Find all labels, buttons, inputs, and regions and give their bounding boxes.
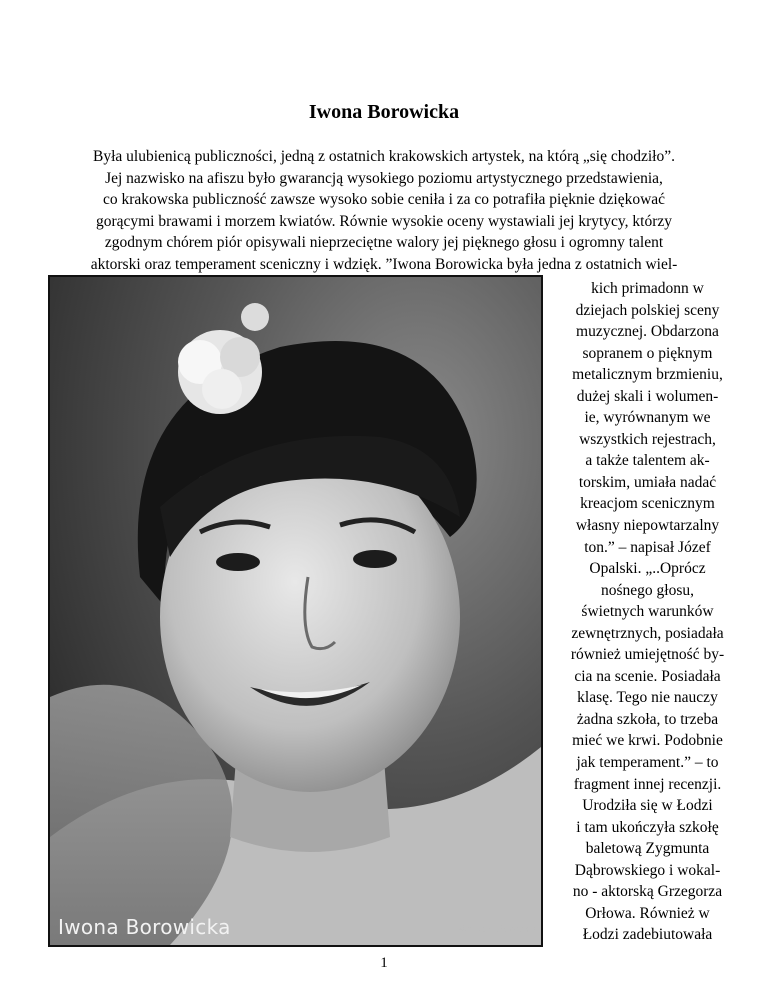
page-title: Iwona Borowicka	[308, 101, 460, 123]
text-line: zewnętrznych, posiadała	[571, 624, 724, 642]
text-line: Dąbrowskiego i wokal-	[574, 861, 721, 879]
text-line: własny niepowtarzalny	[575, 517, 720, 535]
text-line: aktorski oraz temperament sceniczny i wdzięk. ”Iwona Borowicka była jedna z ostatnich wiel-	[90, 255, 678, 273]
text-line: muzycznej. Obdarzona	[576, 323, 719, 341]
text-line: Orłowa. Również w	[585, 904, 710, 922]
text-line: torskim, umiała nadać	[578, 473, 717, 491]
text-line: jak temperament.” – to	[576, 754, 719, 772]
text-line: dużej skali i wolumen-	[576, 387, 719, 405]
text-line: żadna szkoła, to trzeba	[576, 710, 719, 728]
text-line: wszystkich rejestrach,	[579, 430, 716, 448]
side-text-column	[540, 278, 755, 946]
text-line: kreacjom scenicznym	[580, 495, 715, 513]
text-line: mieć we krwi. Podobnie	[572, 732, 723, 750]
text-line: kich primadonn w	[591, 280, 704, 297]
text-line: Była ulubienicą publiczności, jedną z ostatnich krakowskich artystek, na którą „się chodziło”.	[93, 148, 675, 165]
text-line: Łodzi zadebiutowała	[582, 926, 713, 944]
text-line: cia na scenie. Posiadała	[574, 667, 721, 685]
text-line: sopranem o pięknym	[582, 344, 713, 362]
page-number: 1	[380, 955, 388, 971]
portrait-photo	[48, 275, 543, 947]
text-line: ie, wyrównanym we	[584, 409, 711, 427]
intro-paragraph	[30, 146, 738, 276]
text-line: metalicznym brzmieniu,	[572, 366, 723, 384]
text-line: Urodziła się w Łodzi	[582, 797, 713, 815]
text-line: świetnych warunków	[581, 603, 714, 621]
text-line: również umiejętność by-	[570, 646, 725, 664]
text-line: ton.” – napisał Józef	[584, 538, 711, 556]
text-line: Opalski. „..Oprócz	[589, 560, 706, 578]
photo-caption: Iwona Borowicka	[58, 915, 231, 939]
text-line: no - aktorską Grzegorza	[572, 883, 723, 901]
text-line: baletową Zygmunta	[585, 840, 710, 858]
portrait-illustration	[50, 277, 541, 945]
text-line: nośnego głosu,	[601, 581, 694, 599]
text-line: a także talentem ak-	[585, 452, 710, 470]
text-line: Jej nazwisko na afiszu było gwarancją wysokiego poziomu artystycznego przedstawienia,	[105, 169, 663, 187]
photo-watermark: ©autor nieznany	[457, 925, 535, 935]
text-line: fragment innej recenzji.	[573, 775, 722, 793]
text-line: co krakowska publiczność zawsze wysoko sobie ceniła i za co potrafiła pięknie dziękować	[102, 191, 666, 209]
text-line: i tam ukończyła szkołę	[576, 818, 719, 836]
text-line: klasę. Tego nie nauczy	[577, 689, 718, 707]
text-line: zgodnym chórem piór opisywali nieprzeciętne walory jej pięknego głosu i ogromny talent	[104, 234, 664, 252]
text-line: gorącymi brawami i morzem kwiatów. Równie wysokie oceny wystawiali jej krytycy, którzy	[95, 212, 673, 230]
text-line: dziejach polskiej sceny	[575, 301, 720, 319]
